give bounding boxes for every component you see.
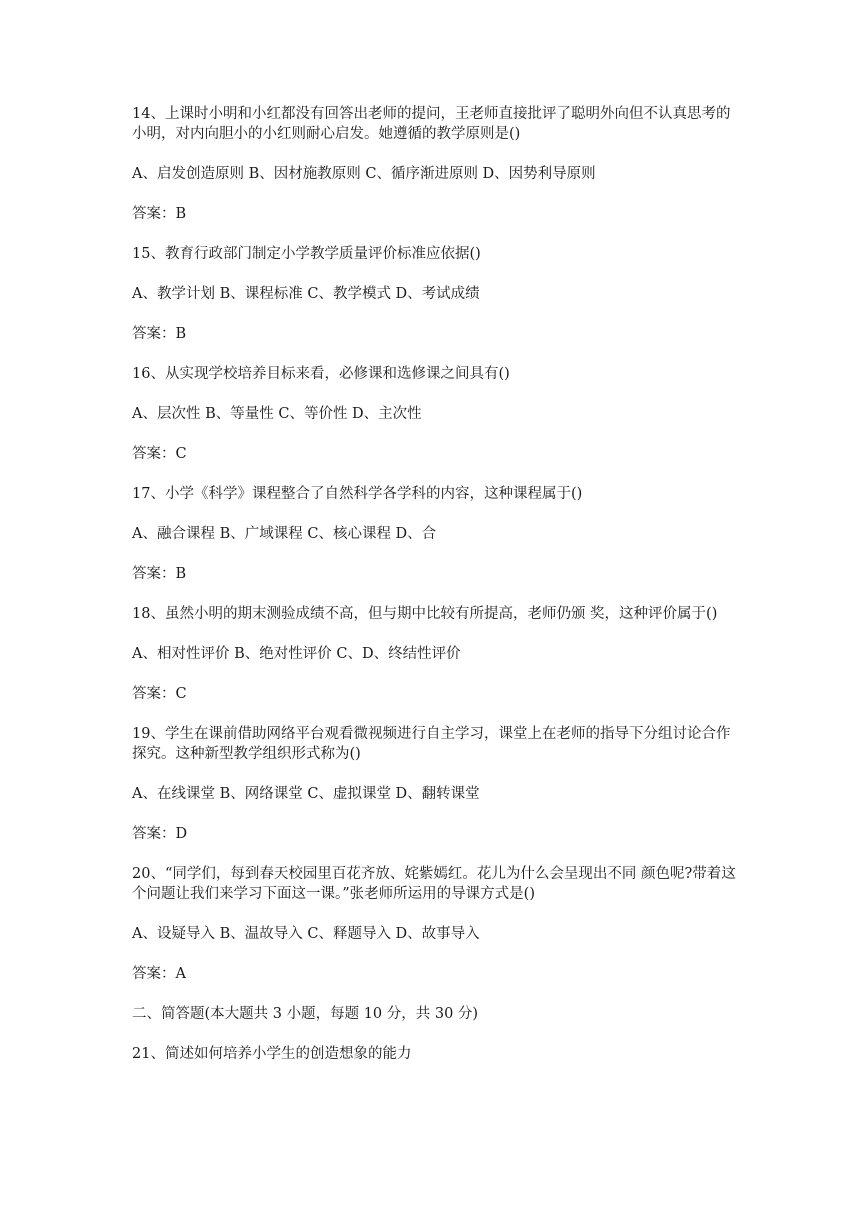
question-21-stem: 21、简述如何培养小学生的创造想象的能力 <box>132 1046 412 1062</box>
question-options: A、融合课程 B、广域课程 C、核心课程 D、合 <box>132 526 437 542</box>
question-options: A、层次性 B、等量性 C、等价性 D、主次性 <box>132 406 422 422</box>
document-body <box>132 104 738 1084</box>
question-answer: 答案：C <box>132 686 187 702</box>
question-options: A、相对性评价 B、绝对性评价 C、D、终结性评价 <box>132 646 461 662</box>
section-heading: 二、简答题(本大题共 3 小题，每题 10 分，共 30 分) <box>132 1006 479 1022</box>
question-answer: 答案：B <box>132 206 187 222</box>
question-answer: 答案：B <box>132 566 187 582</box>
question-14 <box>132 104 738 224</box>
question-stem: 19、学生在课前借助网络平台观看微视频进行自主学习，课堂上在老师的指导下分组讨论合作探究。这种新型教学组织形式称为() <box>132 726 731 762</box>
question-17 <box>132 484 738 584</box>
question-answer: 答案：D <box>132 826 188 842</box>
question-18 <box>132 604 738 704</box>
question-stem: 18、虽然小明的期末测验成绩不高，但与期中比较有所提高，老师仍颁 奖，这种评价属于() <box>132 606 718 622</box>
question-20 <box>132 864 738 984</box>
question-15 <box>132 244 738 344</box>
question-16 <box>132 364 738 464</box>
question-stem: 16、从实现学校培养目标来看，必修课和选修课之间具有() <box>132 366 510 382</box>
question-options: A、设疑导入 B、温故导入 C、释题导入 D、故事导入 <box>132 926 480 942</box>
question-stem: 14、上课时小明和小红都没有回答出老师的提问，王老师直接批评了聪明外向但不认真思考的小明，对内向胆小的小红则耐心启发。她遵循的教学原则是() <box>132 106 731 142</box>
question-answer: 答案：B <box>132 326 187 342</box>
question-answer: 答案：A <box>132 966 186 982</box>
question-options: A、启发创造原则 B、因材施教原则 C、循序渐进原则 D、因势利导原则 <box>132 166 596 182</box>
question-options: A、教学计划 B、课程标准 C、教学模式 D、考试成绩 <box>132 286 480 302</box>
question-stem: 17、小学《科学》课程整合了自然科学各学科的内容，这种课程属于() <box>132 486 583 502</box>
question-stem: 20、“同学们，每到春天校园里百花齐放、姹紫嫣红。花儿为什么会呈现出不同 颜色呢?带着这个问题让我们来学习下面这一课。”张老师所运用的导课方式是() <box>132 866 736 902</box>
question-stem: 15、教育行政部门制定小学教学质量评价标准应依据() <box>132 246 481 262</box>
question-19 <box>132 724 738 844</box>
question-answer: 答案：C <box>132 446 187 462</box>
question-options: A、在线课堂 B、网络课堂 C、虚拟课堂 D、翻转课堂 <box>132 786 480 802</box>
